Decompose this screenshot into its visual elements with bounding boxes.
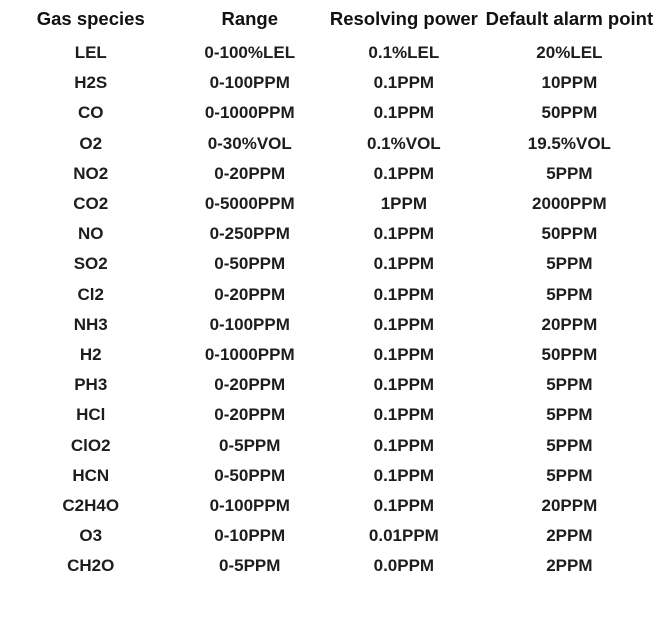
cell-resolving-power: 0.1PPM — [373, 73, 435, 93]
cell-gas-species: HCN — [72, 465, 110, 485]
cell-resolving-power: 0.1PPM — [373, 495, 435, 515]
cell-range: 0-10PPM — [214, 526, 286, 546]
cell-resolving-power: 0.1PPM — [373, 435, 435, 455]
table-row — [8, 370, 657, 400]
cell-gas-species: LEL — [74, 43, 107, 63]
cell-default-alarm-point: 5PPM — [546, 465, 593, 485]
cell-range: 0-50PPM — [214, 465, 286, 485]
cell-range: 0-5000PPM — [204, 194, 295, 214]
cell-resolving-power: 0.1PPM — [373, 375, 435, 395]
cell-default-alarm-point: 50PPM — [541, 103, 598, 123]
cell-gas-species: ClO2 — [70, 435, 111, 455]
table-row — [8, 400, 657, 430]
cell-gas-species: CH2O — [67, 556, 115, 576]
cell-resolving-power: 0.01PPM — [368, 526, 439, 546]
table-header — [8, 6, 657, 38]
table-row — [8, 219, 657, 249]
table-row — [8, 38, 657, 68]
cell-range: 0-250PPM — [209, 224, 290, 244]
cell-default-alarm-point: 2000PPM — [532, 194, 607, 214]
cell-range: 0-30%VOL — [207, 133, 292, 153]
column-header-gas-species: Gas species — [36, 8, 145, 29]
cell-gas-species: O3 — [79, 526, 103, 546]
table-body — [8, 38, 657, 581]
cell-gas-species: NO2 — [73, 163, 109, 183]
cell-gas-species: HCl — [76, 405, 106, 425]
cell-resolving-power: 0.1PPM — [373, 314, 435, 334]
cell-default-alarm-point: 5PPM — [546, 254, 593, 274]
cell-gas-species: CO2 — [73, 194, 109, 214]
table-row — [8, 68, 657, 98]
cell-gas-species: NO — [77, 224, 104, 244]
cell-range: 0-100PPM — [209, 495, 290, 515]
cell-default-alarm-point: 5PPM — [546, 163, 593, 183]
column-header-default-alarm-point: Default alarm point — [485, 8, 654, 29]
gas-specification-table — [8, 6, 657, 581]
cell-default-alarm-point: 19.5%VOL — [527, 133, 611, 153]
cell-resolving-power: 0.1%VOL — [367, 133, 441, 153]
cell-default-alarm-point: 10PPM — [541, 73, 598, 93]
cell-default-alarm-point: 20PPM — [541, 495, 598, 515]
cell-resolving-power: 0.1PPM — [373, 163, 435, 183]
cell-range: 0-20PPM — [214, 405, 286, 425]
cell-range: 0-20PPM — [214, 375, 286, 395]
table-row — [8, 521, 657, 551]
table-row — [8, 310, 657, 340]
cell-range: 0-50PPM — [214, 254, 286, 274]
cell-range: 0-100PPM — [209, 314, 290, 334]
table-row — [8, 491, 657, 521]
table-row — [8, 189, 657, 219]
cell-default-alarm-point: 5PPM — [546, 435, 593, 455]
table-header-row — [8, 6, 657, 38]
cell-default-alarm-point: 2PPM — [546, 526, 593, 546]
cell-gas-species: NH3 — [73, 314, 108, 334]
cell-gas-species: O2 — [79, 133, 103, 153]
cell-resolving-power: 1PPM — [380, 194, 427, 214]
table-row — [8, 280, 657, 310]
cell-range: 0-1000PPM — [204, 344, 295, 364]
table-row — [8, 249, 657, 279]
cell-gas-species: CO — [77, 103, 104, 123]
cell-default-alarm-point: 50PPM — [541, 344, 598, 364]
cell-resolving-power: 0.1PPM — [373, 284, 435, 304]
cell-range: 0-100%LEL — [204, 43, 296, 63]
cell-default-alarm-point: 5PPM — [546, 375, 593, 395]
column-header-resolving-power: Resolving power — [329, 8, 478, 29]
cell-default-alarm-point: 20%LEL — [536, 43, 603, 63]
table-row — [8, 430, 657, 460]
cell-gas-species: SO2 — [73, 254, 108, 274]
cell-resolving-power: 0.1PPM — [373, 405, 435, 425]
column-header-range: Range — [221, 8, 278, 29]
cell-default-alarm-point: 2PPM — [546, 556, 593, 576]
cell-default-alarm-point: 50PPM — [541, 224, 598, 244]
cell-range: 0-1000PPM — [204, 103, 295, 123]
cell-gas-species: H2 — [79, 344, 102, 364]
cell-gas-species: C2H4O — [62, 495, 120, 515]
cell-default-alarm-point: 5PPM — [546, 284, 593, 304]
table-row — [8, 551, 657, 581]
cell-resolving-power: 0.1PPM — [373, 344, 435, 364]
cell-range: 0-20PPM — [214, 284, 286, 304]
cell-range: 0-100PPM — [209, 73, 290, 93]
cell-range: 0-5PPM — [219, 435, 281, 455]
cell-resolving-power: 0.1PPM — [373, 224, 435, 244]
table-row — [8, 159, 657, 189]
cell-default-alarm-point: 5PPM — [546, 405, 593, 425]
cell-gas-species: Cl2 — [77, 284, 104, 304]
cell-resolving-power: 0.1PPM — [373, 103, 435, 123]
table-row — [8, 98, 657, 128]
cell-resolving-power: 0.0PPM — [373, 556, 435, 576]
cell-range: 0-20PPM — [214, 163, 286, 183]
cell-default-alarm-point: 20PPM — [541, 314, 598, 334]
cell-gas-species: H2S — [74, 73, 108, 93]
cell-resolving-power: 0.1%LEL — [368, 43, 440, 63]
cell-gas-species: PH3 — [74, 375, 108, 395]
table-row — [8, 461, 657, 491]
cell-resolving-power: 0.1PPM — [373, 254, 435, 274]
cell-resolving-power: 0.1PPM — [373, 465, 435, 485]
cell-range: 0-5PPM — [219, 556, 281, 576]
table-row — [8, 340, 657, 370]
table-row — [8, 129, 657, 159]
